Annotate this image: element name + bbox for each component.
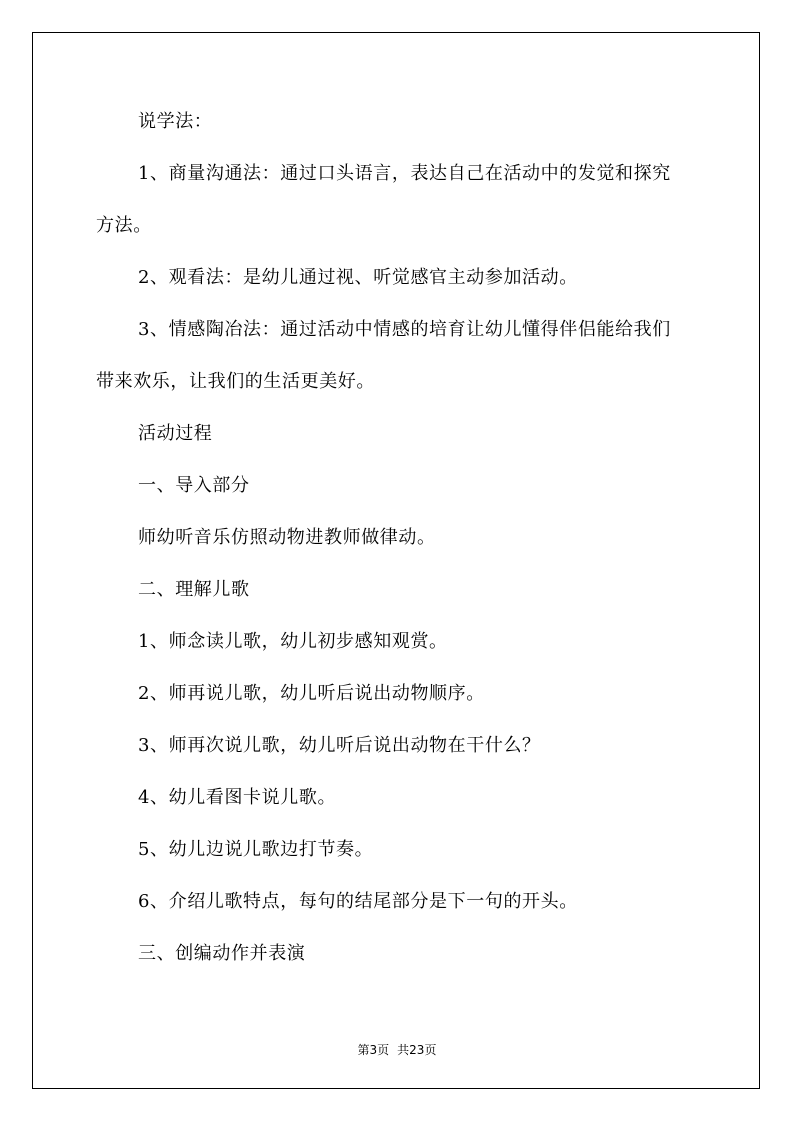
- text-line: 5、幼儿边说儿歌边打节奏。: [138, 839, 374, 860]
- section-heading: 三、创编动作并表演: [138, 943, 306, 964]
- page-number-total: 共23页: [397, 1043, 437, 1057]
- text-line: 师幼听音乐仿照动物进教师做律动。: [138, 527, 436, 548]
- section-heading: 二、理解儿歌: [138, 579, 250, 600]
- text-line: 带来欢乐，让我们的生活更美好。: [96, 371, 375, 392]
- text-line: 2、师再说儿歌，幼儿听后说出动物顺序。: [138, 683, 485, 704]
- text-line: 6、介绍儿歌特点，每句的结尾部分是下一句的开头。: [138, 891, 578, 912]
- text-line: 4、幼儿看图卡说儿歌。: [138, 787, 337, 808]
- text-line: 1、商量沟通法：通过口头语言，表达自己在活动中的发觉和探究: [138, 163, 671, 184]
- page-footer: [0, 1040, 794, 1060]
- section-heading: 活动过程: [138, 423, 213, 444]
- text-line: 1、师念读儿歌，幼儿初步感知观赏。: [138, 631, 448, 652]
- text-line: 3、师再次说儿歌，幼儿听后说出动物在干什么？: [138, 735, 541, 756]
- text-line: 方法。: [96, 215, 152, 236]
- text-line: 2、观看法：是幼儿通过视、听觉感官主动参加活动。: [138, 267, 578, 288]
- section-heading: 一、导入部分: [138, 475, 250, 496]
- page-number-current: 第3页: [357, 1043, 390, 1057]
- text-line: 3、情感陶冶法：通过活动中情感的培育让幼儿懂得伴侣能给我们: [138, 319, 671, 340]
- text-line: 说学法：: [138, 111, 213, 132]
